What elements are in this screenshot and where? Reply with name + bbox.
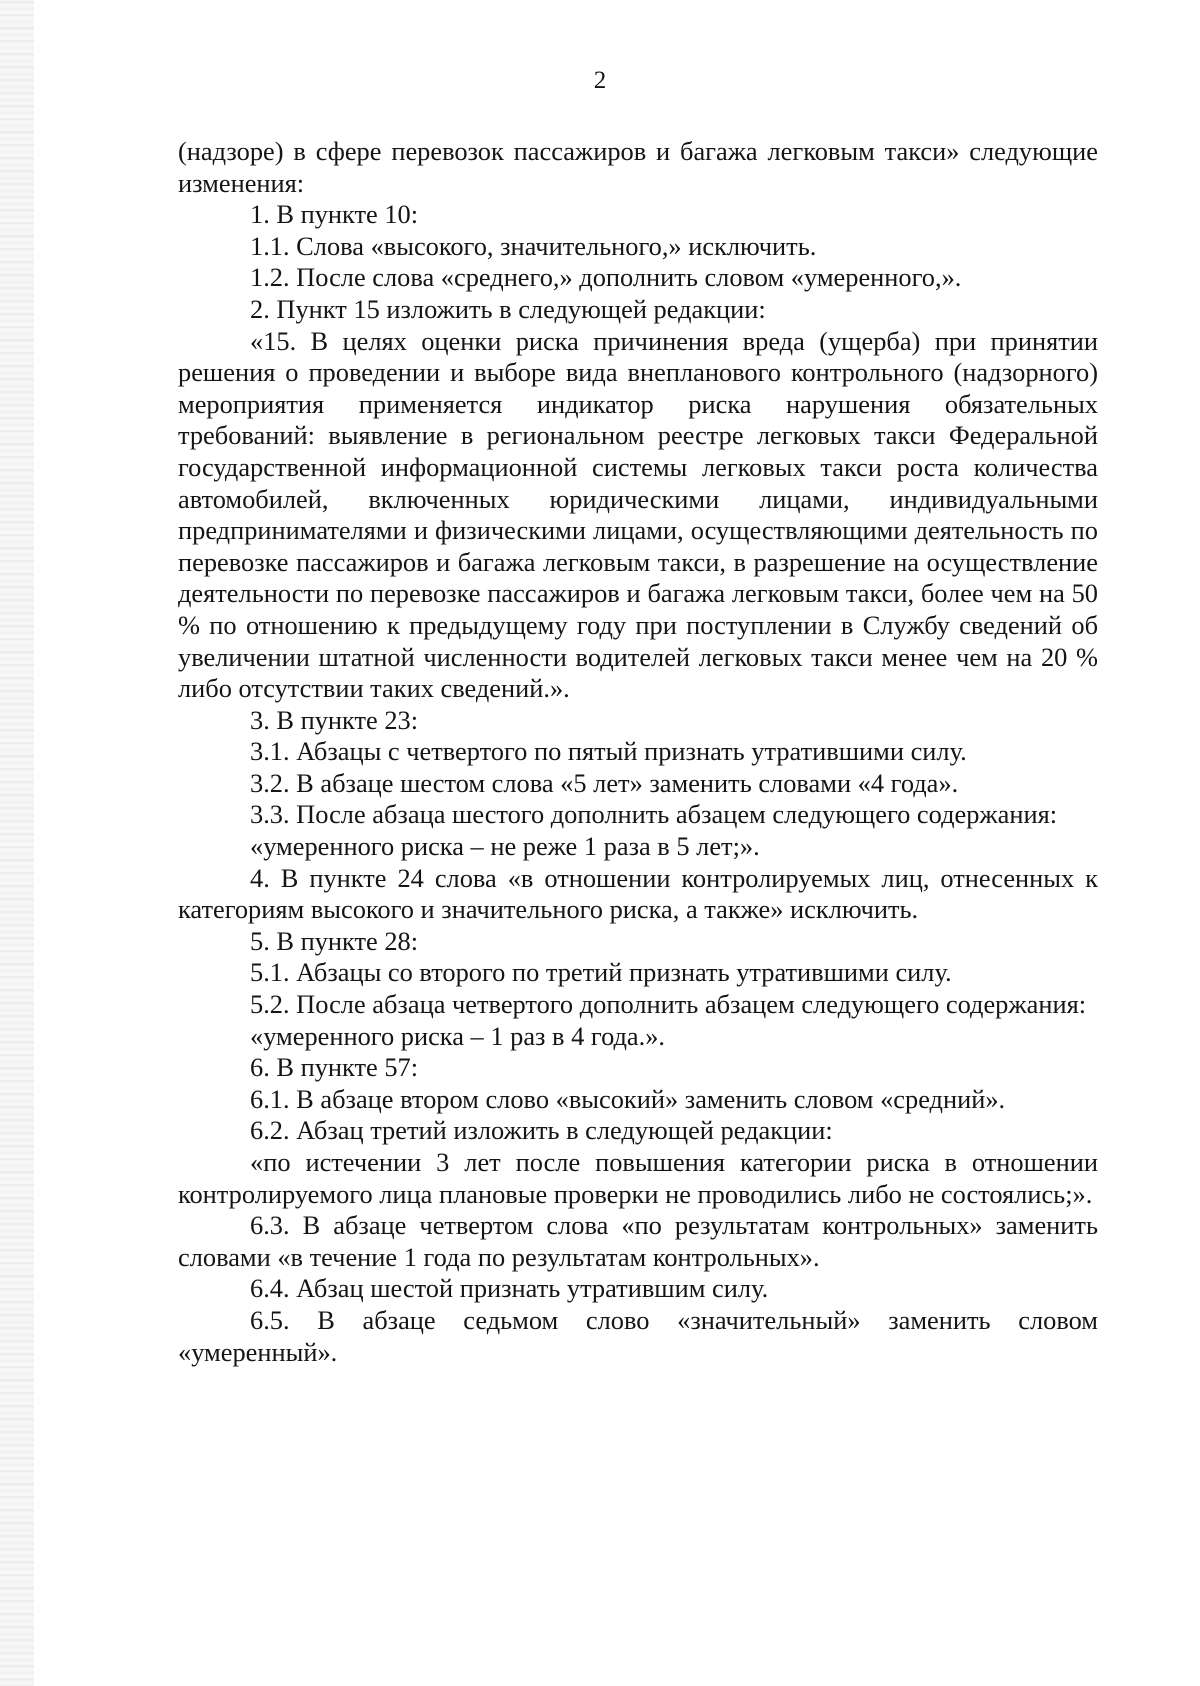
paragraph: 6.5. В абзаце седьмом слово «значительный» заменить словом «умеренный». [178,1304,1098,1367]
paragraph: 6.3. В абзаце четвертом слова «по результатам контрольных» заменить словами «в течение 1 года по результатам контрольных». [178,1210,1098,1272]
paragraph: 2. Пункт 15 изложить в следующей редакции: [250,293,766,324]
paragraph: «15. В целях оценки риска причинения вреда (ущерба) при принятии решения о проведении и выборе вида внепланового контрольного (надзорного) мероприятия применяется индикатор риска нарушения обязательных требований: выявление в региональном реестре легковых такси Федеральной государственной информационной системы легковых такси роста количества автомобилей, включенных юридическими лицами, индивидуальными предпринимателями и физическими лицами, осуществляющими деятельность по перевозке пассажиров и багажа легковым такси, в разрешение на осуществление деятельности по перевозке пассажиров и багажа легковым такси, более чем на 50 % по отношению к предыдущему году при поступлении в Службу сведений об увеличении штатной численности водителей легковых такси менее чем на 20 % либо отсутствии таких сведений.». [178,325,1098,704]
paragraph: 1.1. Слова «высокого, значительного,» исключить. [250,230,817,261]
paragraph: 6.2. Абзац третий изложить в следующей редакции: [250,1115,833,1146]
paragraph: 4. В пункте 24 слова «в отношении контролируемых лиц, отнесенных к категориям высокого и значительного риска, а также» исключить. [178,862,1098,925]
paragraph: (надзоре) в сфере перевозок пассажиров и багажа легковым такси» следующие изменения: [178,136,1098,198]
paragraph: «умеренного риска – не реже 1 раза в 5 лет;». [250,831,760,862]
paragraph: 6.1. В абзаце втором слово «высокий» заменить словом «средний». [250,1083,1006,1114]
paragraph: 1. В пункте 10: [250,199,419,230]
paragraph: 3.2. В абзаце шестом слова «5 лет» заменить словами «4 года». [250,767,959,798]
paragraph: 3.1. Абзацы с четвертого по пятый признать утратившими силу. [250,736,967,767]
paragraph: 5. В пункте 28: [250,925,419,956]
paragraph: 6.4. Абзац шестой признать утратившим силу. [250,1273,769,1304]
paragraph: 3.3. После абзаца шестого дополнить абзацем следующего содержания: [250,799,1058,830]
scan-edge [0,0,34,1686]
paragraph: 3. В пункте 23: [250,704,419,735]
paragraph: «по истечении 3 лет после повышения категории риска в отношении контролируемого лица плановые проверки не проводились либо не состоялись;». [178,1147,1098,1209]
paragraph: 6. В пункте 57: [250,1052,419,1083]
document-body [178,136,1098,1368]
paragraph: 5.2. После абзаца четвертого дополнить абзацем следующего содержания: [250,989,1087,1020]
paragraph: «умеренного риска – 1 раз в 4 года.». [250,1020,666,1051]
page-number: 2 [593,67,607,94]
paragraph: 1.2. После слова «среднего,» дополнить словом «умеренного,». [250,262,962,293]
paragraph: 5.1. Абзацы со второго по третий признать утратившими силу. [250,957,952,988]
